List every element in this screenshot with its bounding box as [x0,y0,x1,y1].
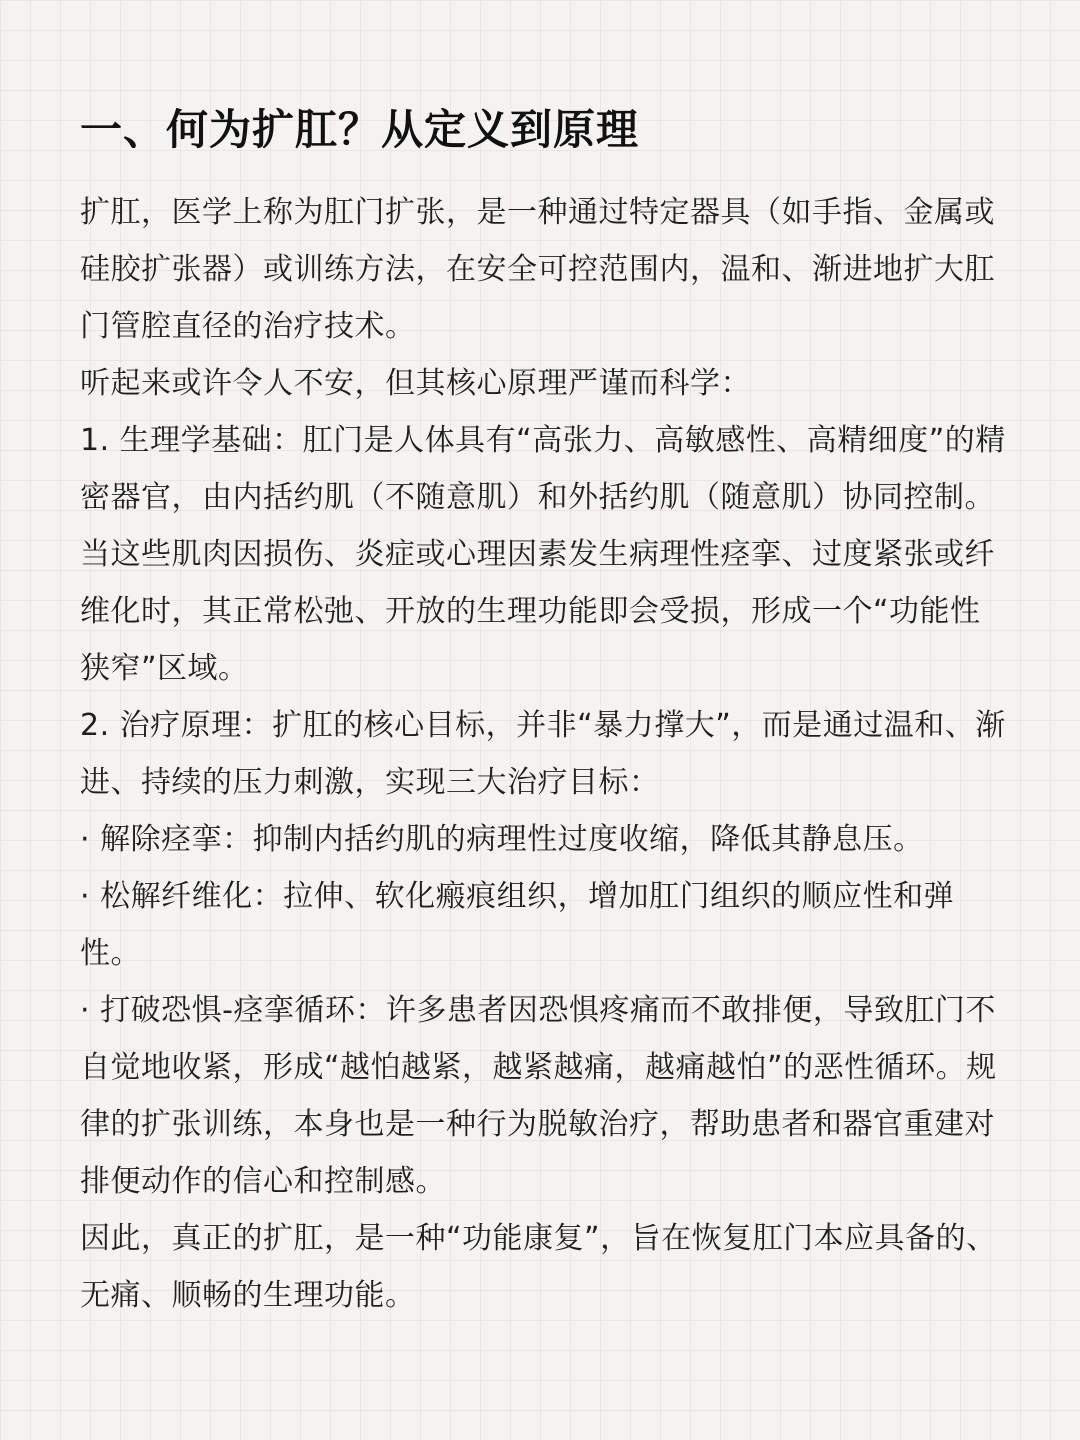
paragraph-definition: 扩肛，医学上称为肛门扩张，是一种通过特定器具（如手指、金属或硅胶扩张器）或训练方法，在安全可控范围内，温和、渐进地扩大肛门管腔直径的治疗技术。 [80,195,995,344]
bullet-relieve-spasm: · 解除痉挛：抑制内括约肌的病理性过度收缩，降低其静息压。 [80,822,924,857]
paragraph-physiology: 1. 生理学基础：肛门是人体具有“高张力、高敏感性、高精细度”的精密器官，由内括约肌（不随意肌）和外括约肌（随意肌）协同控制。当这些肌肉因损伤、炎症或心理因素发生病理性痉挛、过度紧张或纤维化时，其正常松弛、开放的生理功能即会受损，形成一个“功能性狭窄”区域。 [80,423,1006,686]
paragraph-conclusion: 因此，真正的扩肛，是一种“功能康复”，旨在恢复肛门本应具备的、无痛、顺畅的生理功能。 [80,1221,997,1313]
paragraph-treatment-principle: 2. 治疗原理：扩肛的核心目标，并非“暴力撑大”，而是通过温和、渐进、持续的压力刺激，实现三大治疗目标： [80,708,1006,800]
bullet-release-fibrosis: · 松解纤维化：拉伸、软化瘢痕组织，增加肛门组织的顺应性和弹性。 [80,879,955,971]
article [80,96,1010,1324]
bullet-break-fear-cycle: · 打破恐惧-痉挛循环：许多患者因恐惧疼痛而不敢排便，导致肛门不自觉地收紧，形成“越怕越紧，越紧越痛，越痛越怕”的恶性循环。规律的扩张训练，本身也是一种行为脱敏治疗，帮助患者和器官重建对排便动作的信心和控制感。 [80,993,997,1199]
paragraph-intro: 听起来或许令人不安，但其核心原理严谨而科学： [80,366,751,401]
article-body [80,184,1010,1324]
section-title: 一、何为扩肛？从定义到原理 [80,105,640,154]
